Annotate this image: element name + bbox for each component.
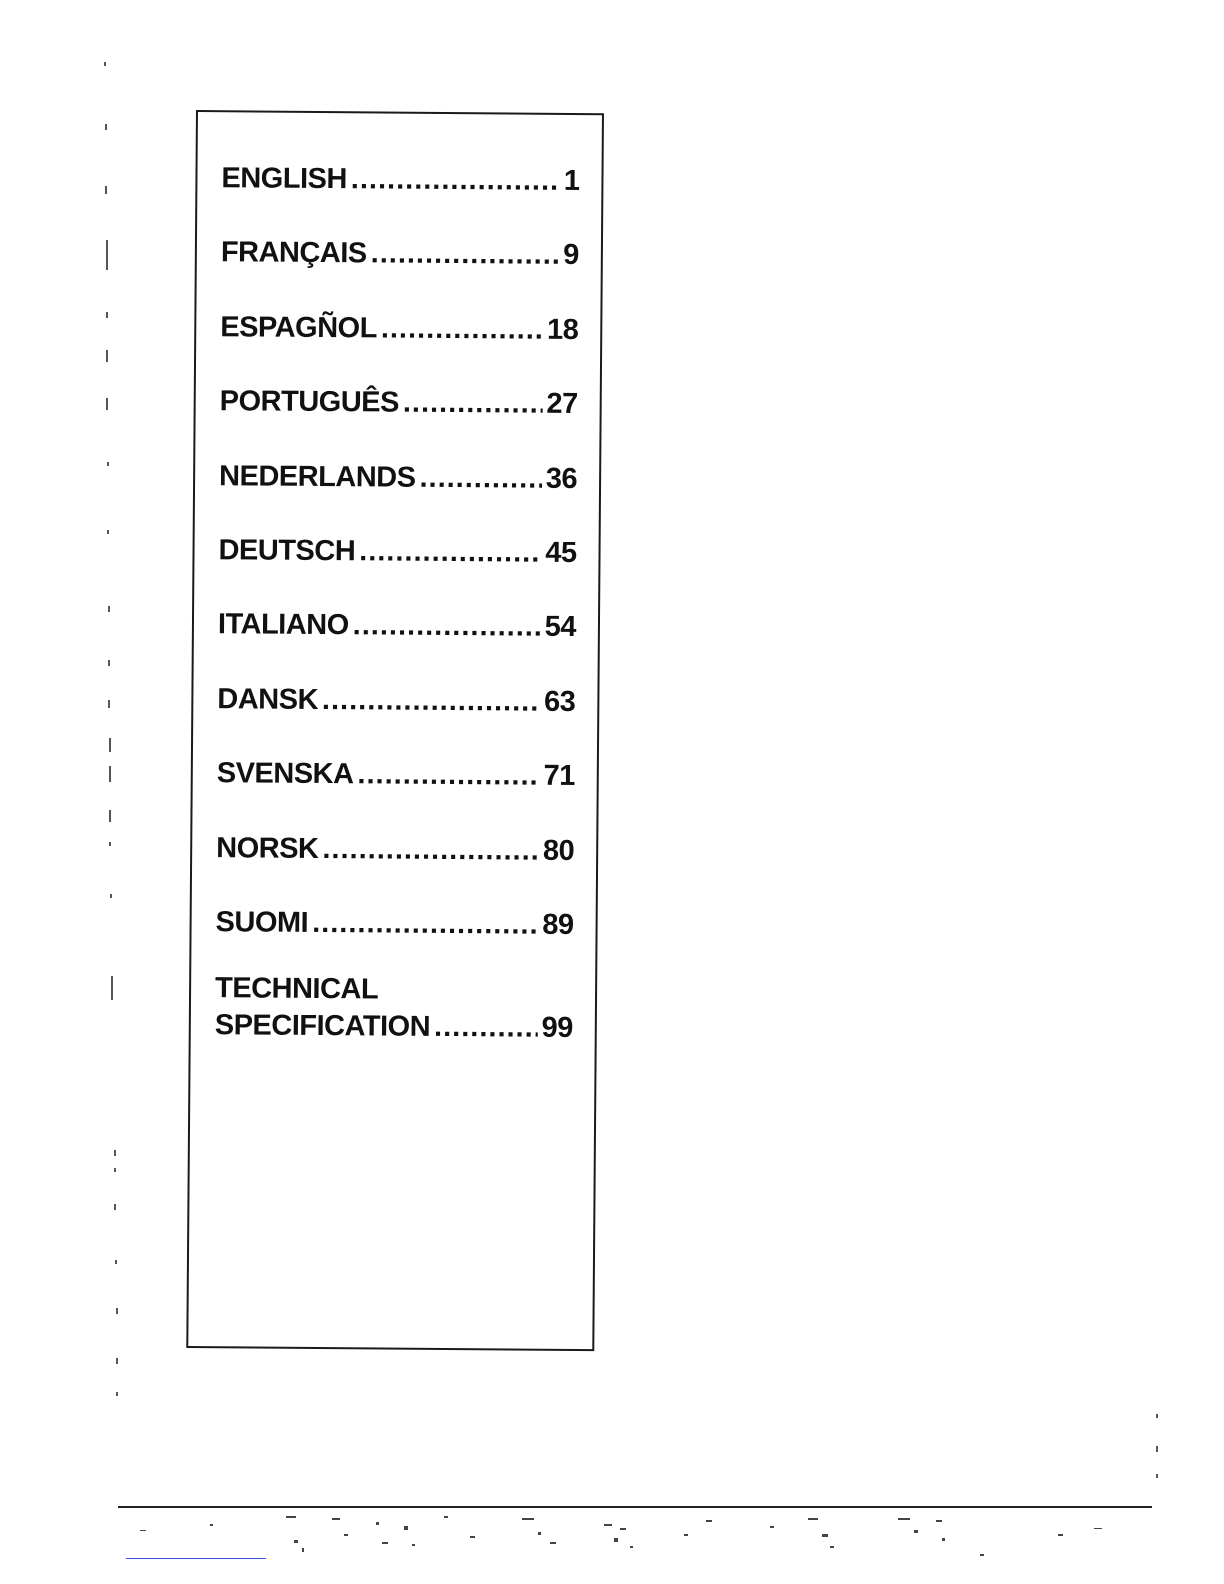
toc-entry-portugues[interactable] (219, 387, 578, 464)
toc-entry-label: FRANÇAIS (220, 236, 367, 270)
toc-entry-norsk[interactable] (216, 831, 575, 911)
dot-leader (371, 240, 560, 270)
toc-entry-label: ITALIANO (217, 608, 349, 642)
dot-leader (351, 165, 560, 196)
toc-entry-page: 45 (545, 536, 577, 569)
dot-leader (322, 686, 540, 717)
scan-bottom-edge-line (118, 1506, 1152, 1508)
dot-leader (434, 1013, 538, 1043)
toc-entry-label: DANSK (217, 682, 319, 716)
dot-leader (312, 909, 538, 940)
toc-entry-page: 54 (544, 611, 577, 644)
toc-entry-page: 89 (542, 908, 574, 941)
dot-leader (403, 389, 543, 419)
toc-entry-english[interactable] (221, 164, 580, 241)
toc-list (215, 164, 580, 1043)
table-of-contents-box (186, 110, 604, 1351)
toc-entry-label: NEDERLANDS (219, 459, 416, 494)
dot-leader (419, 463, 542, 493)
toc-entry-label: SUOMI (215, 906, 309, 939)
toc-entry-francais[interactable] (220, 236, 579, 316)
toc-entry-espagnol[interactable] (220, 310, 579, 390)
toc-entry-page: 71 (543, 759, 575, 793)
toc-entry-dansk[interactable] (217, 682, 576, 762)
toc-entry-page: 27 (546, 387, 578, 421)
dot-leader (322, 835, 539, 866)
toc-entry-label: NORSK (216, 831, 319, 865)
dot-leader (357, 760, 539, 790)
toc-entry-svenska[interactable] (216, 759, 575, 836)
toc-entry-label: PORTUGUÊS (219, 385, 400, 419)
toc-entry-nederlands[interactable] (219, 459, 578, 539)
toc-entry-page: 9 (563, 239, 579, 272)
toc-entry-page: 99 (541, 1012, 573, 1045)
toc-entry-page: 18 (546, 313, 579, 346)
toc-entry-page: 80 (542, 834, 575, 867)
dot-leader (381, 314, 543, 344)
toc-entry-technical-specification[interactable] (215, 974, 574, 1043)
scan-blue-line-artifact (126, 1558, 266, 1559)
dot-leader (359, 537, 541, 567)
toc-entry-page: 36 (545, 462, 578, 495)
toc-entry-label-line2: SPECIFICATION (214, 1009, 431, 1044)
toc-entry-line2 (215, 1011, 573, 1043)
toc-entry-page: 1 (563, 164, 580, 198)
scan-noise-artifacts (118, 1512, 1152, 1572)
toc-entry-label: ESPAGÑOL (220, 310, 378, 345)
toc-entry-label: ENGLISH (221, 162, 347, 196)
toc-entry-label: SVENSKA (216, 757, 354, 791)
toc-entry-page: 63 (543, 685, 576, 718)
toc-entry-label-line1: TECHNICAL (214, 972, 379, 1006)
dot-leader (353, 612, 541, 642)
toc-entry-deutsch[interactable] (218, 536, 577, 613)
toc-entry-label: DEUTSCH (218, 534, 356, 568)
toc-entry-italiano[interactable] (217, 608, 577, 688)
